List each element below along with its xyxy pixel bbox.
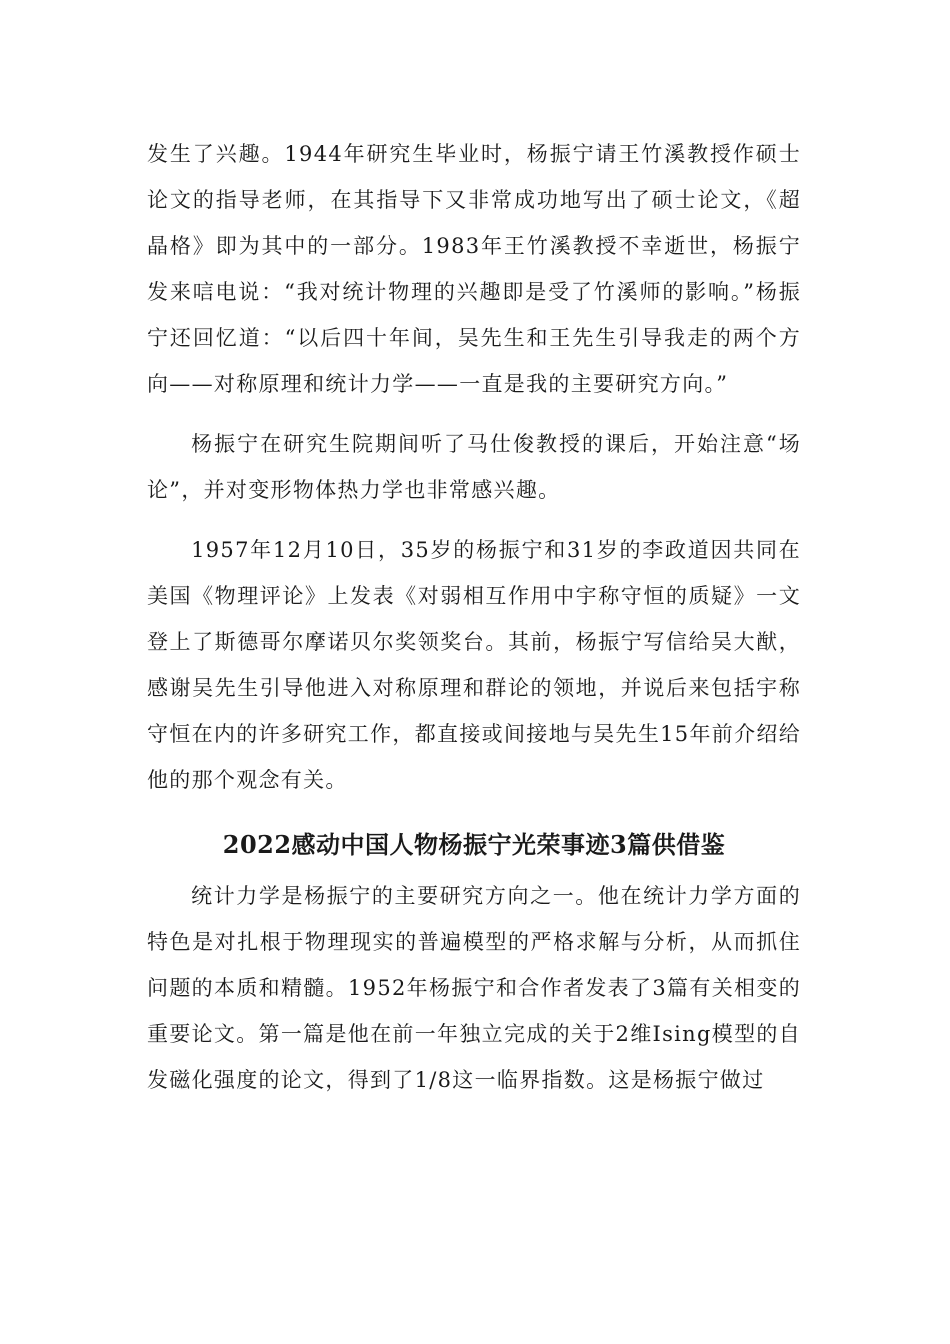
section-heading: 2022感动中国人物杨振宁光荣事迹3篇供借鉴 [222, 830, 726, 859]
paragraph-nobel-prize: 1957年12月10日，35岁的杨振宁和31岁的李政道因共同在美国《物理评论》上发表《对弱相互作用中宇称守恒的质疑》一文登上了斯德哥尔摩诺贝尔奖领奖台。其前，杨振宁写信给吴大猷，感谢吴先生引导他进入对称原理和群论的领地，并说后来包括宇称守恒在内的许多研究工作，都直接或间接地与吴先生15年前介绍给他的那个观念有关。 [147, 538, 801, 792]
paragraph-continuation: 发生了兴趣。1944年研究生毕业时，杨振宁请王竹溪教授作硕士论文的指导老师，在其指导下又非常成功地写出了硕士论文，《超晶格》即为其中的一部分。1983年王竹溪教授不幸逝世，杨振宁发来唁电说：“我对统计物理的兴趣即是受了竹溪师的影响。”杨振宁还回忆道：“以后四十年间，吴先生和王先生引导我走的两个方向——对称原理和统计力学——一直是我的主要研究方向。” [147, 142, 801, 396]
document-body [147, 131, 801, 1103]
paragraph-field-theory: 杨振宁在研究生院期间听了马仕俊教授的课后，开始注意“场论”，并对变形物体热力学也非常感兴趣。 [147, 432, 801, 502]
paragraph-statistical-mechanics: 统计力学是杨振宁的主要研究方向之一。他在统计力学方面的特色是对扎根于物理现实的普遍模型的严格求解与分析，从而抓住问题的本质和精髓。1952年杨振宁和合作者发表了3篇有关相变的重要论文。第一篇是他在前一年独立完成的关于2维Ising模型的自发磁化强度的论文，得到了1/8这一临界指数。这是杨振宁做过 [147, 884, 801, 1092]
